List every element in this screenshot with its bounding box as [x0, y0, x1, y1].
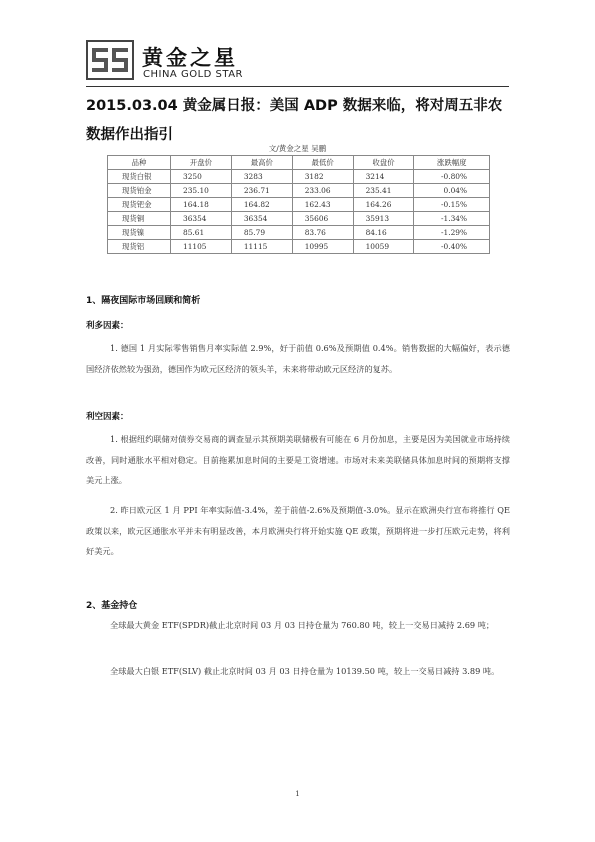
table-cell: -0.80% [414, 170, 490, 184]
header-divider [86, 86, 509, 87]
table-cell: 36354 [171, 212, 232, 226]
col-header: 最高价 [231, 156, 292, 170]
table-row [108, 170, 490, 184]
table-cell: 10995 [292, 240, 353, 254]
col-header: 收盘价 [353, 156, 414, 170]
table-cell: 现货铜 [108, 212, 171, 226]
author-line: 文/黄金之星 吴鹏 [268, 144, 327, 153]
bearish-factor-paragraph-2: 2. 昨日欧元区 1 月 PPI 年率实际值-3.4%，差于前值-2.6%及预期值-3.0%。显示在欧洲央行宣布将推行 QE 政策以来，欧元区通胀水平并未有明显改善，本月欧洲央行将开始实施 QE 政策，预期将进一步打压欧元走势，将利好美元。 [86, 505, 510, 556]
table-cell: 164.26 [353, 198, 414, 212]
table-cell: 现货镍 [108, 226, 171, 240]
col-header: 最低价 [292, 156, 353, 170]
table-row [108, 184, 490, 198]
table-cell: 162.43 [292, 198, 353, 212]
col-header: 开盘价 [171, 156, 232, 170]
bullish-factor-paragraph: 1. 德国 1 月实际零售销售月率实际值 2.9%，好于前值 0.6%及预期值 0.4%。销售数据的大幅偏好，表示德国经济依然较为强劲，德国作为欧元区经济的领头羊，未来将带动欧元区经济的复苏。 [86, 343, 510, 374]
table-cell: 235.10 [171, 184, 232, 198]
table-cell: 现货钯金 [108, 198, 171, 212]
table-row [108, 226, 490, 240]
brand-name-english: CHINA GOLD STAR [143, 69, 243, 80]
table-cell: 236.71 [231, 184, 292, 198]
bearish-factors-heading: 利空因素： [86, 412, 129, 422]
table-cell: 35913 [353, 212, 414, 226]
table-row [108, 240, 490, 254]
table-cell: 233.06 [292, 184, 353, 198]
table-row [108, 212, 490, 226]
table-cell: 235.41 [353, 184, 414, 198]
table-cell: 85.61 [171, 226, 232, 240]
bearish-factor-paragraph-1: 1. 根据纽约联储对债券交易商的调查显示其预期美联储极有可能在 6 月份加息，主要是因为美国就业市场持续改善，同时通胀水平相对稳定。目前拖累加息时间的主要是工资增速。市场对未来美联储具体加息时间的预期将支撑美元上涨。 [86, 434, 510, 485]
table-cell: 164.18 [171, 198, 232, 212]
table-header-row [108, 156, 490, 170]
table-cell: 11115 [231, 240, 292, 254]
brand-name-chinese: 黄金之星 [142, 46, 238, 70]
table-cell: 83.76 [292, 226, 353, 240]
table-cell: 3283 [231, 170, 292, 184]
bullish-factors-heading: 利多因素： [86, 321, 129, 331]
table-cell: 0.04% [414, 184, 490, 198]
table-cell: 35606 [292, 212, 353, 226]
table-cell: 现货白银 [108, 170, 171, 184]
table-cell: 164.82 [231, 198, 292, 212]
gold-star-logo-icon [86, 40, 134, 80]
table-cell: -0.15% [414, 198, 490, 212]
gold-etf-paragraph: 全球最大黄金 ETF(SPDR)截止北京时间 03 月 03 日持仓量为 760.80 吨，较上一交易日减持 2.69 吨； [110, 620, 495, 630]
table-cell: 36354 [231, 212, 292, 226]
page-title: 2015.03.04 黄金属日报：美国 ADP 数据来临，将对周五非农数据作出指引 [86, 98, 503, 143]
table-cell: 3214 [353, 170, 414, 184]
table-cell: -1.29% [414, 226, 490, 240]
section-heading-market-review: 1、隔夜国际市场回顾和简析 [86, 296, 201, 306]
section-heading-fund-holdings: 2、基金持仓 [86, 601, 138, 611]
col-header: 涨跌幅度 [414, 156, 490, 170]
price-table [107, 155, 490, 254]
table-cell: 现货铝 [108, 240, 171, 254]
table-cell: 10059 [353, 240, 414, 254]
table-cell: -1.34% [414, 212, 490, 226]
table-cell: 11105 [171, 240, 232, 254]
table-cell: 85.79 [231, 226, 292, 240]
col-header: 品种 [108, 156, 171, 170]
silver-etf-paragraph: 全球最大白银 ETF(SLV) 截止北京时间 03 月 03 日持仓量为 10139.50 吨，较上一交易日减持 3.89 吨。 [110, 666, 500, 676]
table-cell: 现货铂金 [108, 184, 171, 198]
table-cell: 3182 [292, 170, 353, 184]
table-row [108, 198, 490, 212]
table-cell: 84.16 [353, 226, 414, 240]
table-cell: -0.40% [414, 240, 490, 254]
page-number: 1 [295, 790, 300, 798]
table-cell: 3250 [171, 170, 232, 184]
